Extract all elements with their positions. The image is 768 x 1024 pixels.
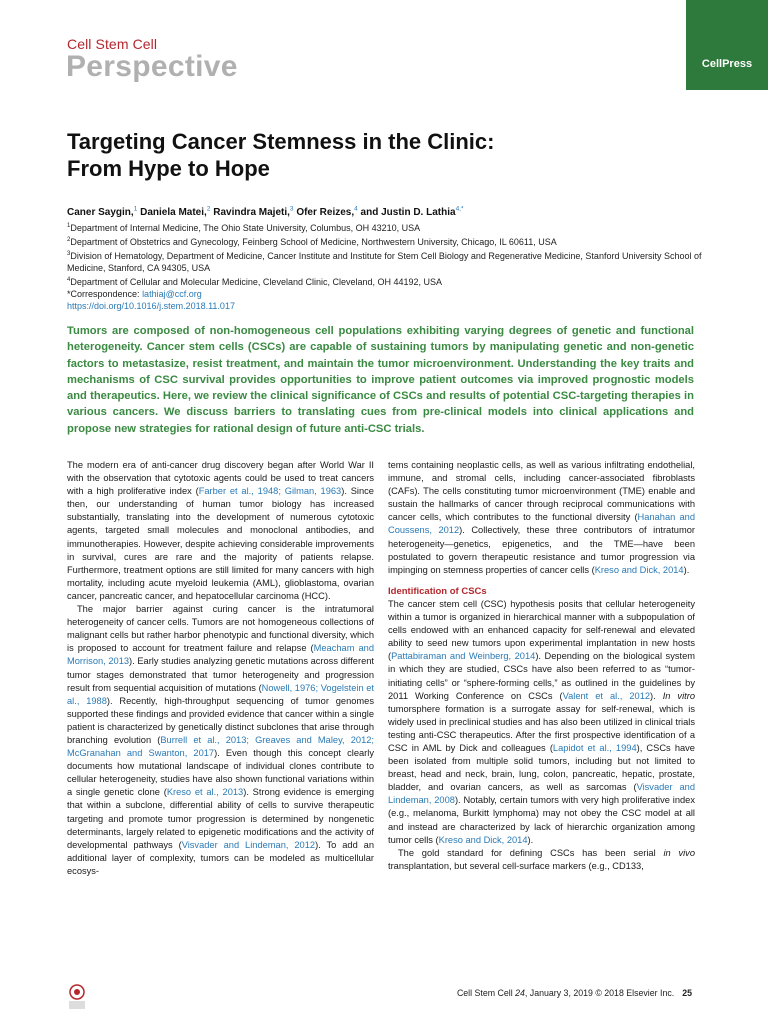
text-run: tems containing neoplastic cells, as well as various infiltrating endothelial, immune, and stromal cells, including cancer-associated fibroblasts (CAFs). The cells constituting tumor microenvironment (TME) enable and sustain the hallmarks of cancer through reciprocal communications with cancer cells, which contributes to the functional diversity (: [388, 460, 695, 523]
section-heading: Identification of CSCs: [388, 585, 487, 597]
citation-link[interactable]: Farber et al., 1948; Gilman, 1963: [198, 486, 342, 497]
journal-name: Cell Stem Cell: [67, 36, 158, 52]
affiliations: [67, 220, 707, 312]
text-run: ). Strong evidence is emerging that within a subclone, differential ability of cells to survive therapeutic targeting and promote tumor progression is determined by nongenetic determinants, largely related to epigenetic modifications and the activity of developmental pathways (: [67, 787, 375, 850]
citation-link[interactable]: Pattabiraman and Weinberg, 2014: [391, 651, 536, 662]
text-run: The major barrier against curing cancer is the intratumoral heterogeneity of cancer cells. Tumors are not homogeneous collections of malignant cells but rather harbor phenotypic and functional diversity, which is proposed to account for treatment failure and relapse (: [67, 604, 374, 654]
article-title: [67, 128, 627, 182]
italic-text: in vivo: [663, 847, 695, 858]
cellpress-logo: CellPress: [701, 58, 753, 70]
author-name: and Justin D. Lathia: [360, 207, 456, 219]
author-list: [67, 206, 464, 218]
author-affiliation-mark: 2: [206, 206, 211, 213]
text-run: The modern era of anti-cancer drug discovery began after World War II with the observation that cytotoxic agents could be used to treat cancers with a high proliferative index (: [67, 460, 374, 497]
correspondence-email-link[interactable]: lathiaj@ccf.org: [142, 289, 202, 299]
open-access-badge-icon: [66, 983, 88, 1011]
body-paragraph: [67, 603, 374, 878]
affiliation-number: 4: [67, 277, 71, 283]
text-run: ). Depending on the biological system in which they are studied, CSCs have also been referred to as “tumor-initiating cells” or “sphere-forming cells,” as outlined in the guidelines by 2011 Working Conference on CSCs (: [388, 651, 695, 701]
affiliation: [67, 274, 707, 288]
citation-link[interactable]: Kreso and Dick, 2014: [594, 564, 684, 575]
author-affiliation-mark: 1: [133, 206, 138, 213]
correspondence: [67, 288, 707, 300]
text-run: The gold standard for defining CSCs has been serial: [398, 847, 664, 858]
citation-link[interactable]: Burrell et al., 2013; Greaves and Maley, 2012; McGranahan and Swanton, 2017: [67, 734, 374, 759]
affiliation-text: Department of Internal Medicine, The Ohio State University, Columbus, OH 43210, USA: [70, 223, 421, 233]
citation-link[interactable]: Nowell, 1976; Vogelstein et al., 1988: [67, 682, 375, 706]
text-run: ).: [527, 834, 534, 845]
author-name: Daniela Matei,: [140, 207, 207, 219]
citation-link[interactable]: Valent et al., 2012: [562, 690, 651, 701]
citation-link[interactable]: Kreso and Dick, 2014: [438, 834, 528, 845]
body-paragraph: [388, 459, 695, 577]
text-run: ). Since then, our understanding of human tumor biology has increased substantially, translating into the development of numerous cytotoxic agents, targeted small molecules and monoclonal antibodies, and immunotherapies. However, despite achieving considerable improvements in survival, cures are rare and the majority of patients relapse. Furthermore, treatment options are still limited for many cancers with high mortality, including acute myeloid leukemia (AML), glioblastoma, ovarian cancer, pancreatic cancer, and hepatocellular carcinoma (HCC).: [67, 486, 374, 601]
text-run: ). To add an additional layer of complexity, tumors can be modeled as multicellular ecosys-: [67, 839, 374, 876]
cellpress-banner[interactable]: [686, 0, 768, 90]
author[interactable]: [213, 207, 293, 218]
affiliation-text: Department of Cellular and Molecular Medicine, Cleveland Clinic, Cleveland, OH 44192, USA: [70, 277, 443, 287]
text-run: ). Notably, certain tumors with very high proliferative index (e.g., melanoma, Burkitt lymphoma) may not obey the CSC model at all and instead are characterized by lack of hierarchic organization among tumor cells (: [388, 795, 695, 845]
body-paragraph: [67, 459, 374, 603]
body-paragraph: [388, 598, 695, 847]
citation-link[interactable]: Meacham and Morrison, 2013: [67, 643, 374, 667]
text-run: ). Collectively, these three contributors of intratumor heterogeneity—genetics, epigenetics, and the TME—have been postulated to govern therapeutic resistance and tumor progression via impinging on stemness properties of cancer cells (: [388, 525, 695, 575]
text-run: ). Even though this concept clearly documents how mutational landscape of individual clones contribute to cellular heterogeneity, studies have also shown functional variations within a single genetic clone (: [67, 748, 374, 798]
author-name: Ofer Reizes,: [296, 207, 355, 219]
author[interactable]: [140, 207, 210, 218]
author-affiliation-mark: 4,*: [455, 206, 464, 213]
title-line: Targeting Cancer Stemness in the Clinic:: [67, 129, 495, 154]
affiliation-number: 2: [67, 237, 71, 243]
article-type: Perspective: [66, 50, 238, 83]
citation-link[interactable]: Kreso et al., 2013: [166, 787, 244, 798]
body-column-left: [67, 459, 374, 878]
text-run: ).: [650, 690, 663, 701]
text-run: transplantation, but several cell-surface markers (e.g., CD133,: [388, 860, 644, 871]
affiliation-text: Division of Hematology, Department of Medicine, Cancer Institute and Institute for Stem Cell Biology and Regenerative Medicine, Stanford University School of Medicine, Stanford, CA 94305, USA: [67, 251, 702, 273]
text-run: tumorsphere formation is a surrogate assay for self-renewal, which is widely used in preclinical studies and has also been utilized in clinical trials testing anti-CSC therapeutics. After the first prospective identification of a CSC in AML by Dick and colleagues (: [388, 703, 695, 753]
text-run: ). Recently, high-throughput sequencing of tumor genomes supported these findings and provided evidence that cancer within a single patient is characterized by genetically distinct subclones that arise through branching evolution (: [67, 695, 374, 745]
citation-link[interactable]: Visvader and Lindeman, 2008: [388, 782, 695, 806]
author-affiliation-mark: 3: [289, 206, 294, 213]
page-footer: [457, 988, 692, 998]
author[interactable]: [361, 207, 464, 218]
footer-citation-suffix: , January 3, 2019 © 2018 Elsevier Inc.: [524, 988, 675, 998]
abstract: Tumors are composed of non-homogeneous cell populations exhibiting varying degrees of genetic and functional heterogeneity. Cancer stem cells (CSCs) are capable of sustaining tumors by manipulating genetic and non-genetic factors to metastasize, resist treatment, and maintain the tumor microenvironment. Understanding the key traits and mechanisms of CSC survival provides opportunities to improve patient outcomes via improved prognostic models and therapeutics. Here, we review the clinical significance of CSCs and results of potential CSC-targeting therapies in various cancers. We discuss barriers to translating cues from pre-clinical models into clinical applications and propose new strategies for rational design of future anti-CSC trials.: [67, 325, 694, 435]
author-affiliation-mark: 4: [354, 206, 358, 213]
text-run: The cancer stem cell (CSC) hypothesis posits that cellular heterogeneity within a tumor is organized in hierarchical manner with a subpopulation of cells endowed with an enhanced capacity for self-renewal and elevated ability to seed new tumors upon experimental implantation in new hosts (: [388, 598, 695, 662]
italic-text: In vitro: [662, 690, 695, 701]
author-name: Caner Saygin,: [67, 207, 134, 219]
page-number: 25: [682, 988, 692, 998]
affiliation: [67, 234, 707, 248]
citation-link[interactable]: Hanahan and Coussens, 2012: [388, 512, 695, 536]
affiliation: [67, 220, 707, 234]
title-line: From Hype to Hope: [67, 156, 270, 181]
footer-citation-prefix: Cell Stem Cell: [456, 988, 516, 998]
body-paragraph: [388, 847, 695, 873]
body-column-right: [388, 459, 695, 873]
doi-link[interactable]: https://doi.org/10.1016/j.stem.2018.11.017: [67, 301, 235, 311]
affiliation-text: Department of Obstetrics and Gynecology, Feinberg School of Medicine, Northwestern University, Chicago, IL 60611, USA: [70, 237, 557, 247]
footer-volume: 24: [515, 988, 525, 998]
text-run: ).: [683, 564, 690, 575]
affiliation: [67, 248, 707, 274]
author[interactable]: [67, 207, 137, 218]
citation-link[interactable]: Visvader and Lindeman, 2012: [181, 839, 316, 850]
correspondence-label: *Correspondence:: [67, 289, 140, 299]
text-run: ). Early studies analyzing genetic mutations across different tumor stages demonstrated that tumor heterogeneity and progression result from sequential acquisition of mutations (: [67, 656, 374, 693]
affiliation-number: 1: [67, 223, 71, 229]
affiliation-number: 3: [67, 251, 71, 257]
text-run: ), CSCs have been isolated from multiple solid tumors, including but not limited to breast, head and neck, brain, lung, colon, pancreatic, hepatic, prostate, bladder, and ovarian cancers, as well as sarcomas (: [388, 742, 695, 793]
author-name: Ravindra Majeti,: [213, 207, 290, 219]
author[interactable]: [296, 207, 357, 218]
citation-link[interactable]: Lapidot et al., 1994: [552, 742, 637, 753]
